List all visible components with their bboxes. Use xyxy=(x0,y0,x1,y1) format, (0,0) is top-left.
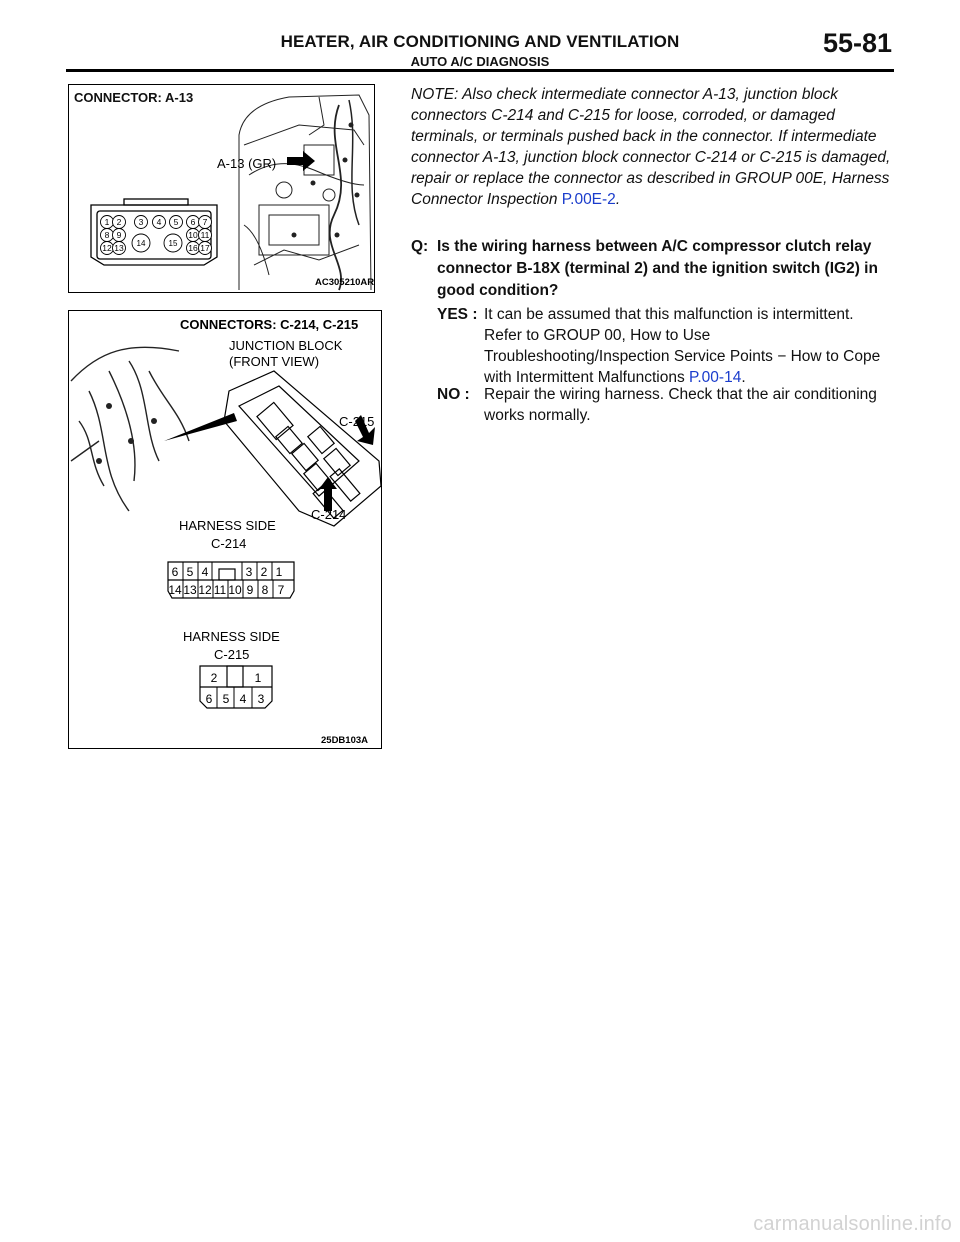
callout-c214: C-214 xyxy=(311,507,347,522)
header-rule xyxy=(66,69,894,72)
c214-pin-6: 6 xyxy=(171,565,179,579)
link-p00-14[interactable]: P.00-14 xyxy=(689,369,742,386)
junction-block-label-line2: (FRONT VIEW) xyxy=(229,354,320,369)
link-p00e-2[interactable]: P.00E-2 xyxy=(561,191,616,208)
harness-side-c215-line2: C-215 xyxy=(214,647,250,662)
callout-c215: C-215 xyxy=(339,414,375,429)
c214-pin-3: 3 xyxy=(245,565,253,579)
section-subtitle: AUTO A/C DIAGNOSIS xyxy=(410,54,550,69)
a13-pin-14: 14 xyxy=(136,239,146,248)
c215-pin-1: 1 xyxy=(254,671,262,685)
watermark: carmanualsonline.info xyxy=(753,1213,952,1235)
a13-pin-3: 3 xyxy=(138,217,144,227)
a13-pin-16: 16 xyxy=(188,243,198,253)
c215-pin-3: 3 xyxy=(257,692,265,706)
figure-c214-c215-code: 25DB103A xyxy=(321,735,368,746)
a13-pin-2: 2 xyxy=(116,217,122,227)
c215-pin-6: 6 xyxy=(205,692,213,706)
c214-pin-11: 11 xyxy=(213,583,227,597)
c214-pin-2: 2 xyxy=(260,565,268,579)
c214-pin-1: 1 xyxy=(275,565,283,579)
a13-pin-13: 13 xyxy=(114,243,124,253)
question-text: Is the wiring harness between A/C compressor clutch relay connector B-18X (terminal 2) and the ignition switch (IG2) in good condition? xyxy=(437,238,878,299)
c214-pin-9: 9 xyxy=(246,583,254,597)
a13-pin-17: 17 xyxy=(200,243,210,253)
a13-pin-9: 9 xyxy=(116,230,122,240)
c214-pin-10: 10 xyxy=(228,583,242,597)
note-paragraph xyxy=(411,84,895,210)
callout-a13: A-13 (GR) xyxy=(217,156,277,171)
yes-end: . xyxy=(741,369,746,386)
a13-pin-15: 15 xyxy=(168,239,178,248)
c214-pin-13: 13 xyxy=(183,583,197,597)
c214-pin-12: 12 xyxy=(198,583,212,597)
a13-pin-11: 11 xyxy=(200,230,210,240)
figure-connectors-c214-c215 xyxy=(68,310,382,749)
yes-key: YES : xyxy=(437,306,478,323)
yes-text-block xyxy=(484,304,894,388)
a13-pin-10: 10 xyxy=(188,230,198,240)
a13-pin-4: 4 xyxy=(156,217,162,227)
c214-pin-4: 4 xyxy=(201,565,209,579)
harness-side-c214-line1: HARNESS SIDE xyxy=(179,518,276,533)
c214-pin-5: 5 xyxy=(186,565,194,579)
section-title: HEATER, AIR CONDITIONING AND VENTILATION xyxy=(280,32,680,51)
harness-side-c214-line2: C-214 xyxy=(211,536,247,551)
a13-pin-12: 12 xyxy=(102,243,112,253)
engine-bay-drawing xyxy=(69,85,374,292)
figure-connector-a13 xyxy=(68,84,375,293)
note-end: . xyxy=(615,191,621,208)
no-key: NO : xyxy=(437,386,470,403)
junction-block-drawing xyxy=(69,311,381,748)
a13-pin-7: 7 xyxy=(202,217,208,227)
c215-pin-2: 2 xyxy=(210,671,218,685)
a13-pin-5: 5 xyxy=(173,217,179,227)
c214-pin-8: 8 xyxy=(261,583,269,597)
c215-pin-4: 4 xyxy=(239,692,247,706)
yes-text: It can be assumed that this malfunction is intermittent. Refer to GROUP 00, How to Use Troubleshooting/Inspection Service Points − How to Cope with Intermittent Malfunctions xyxy=(484,306,881,386)
harness-side-c215-line1: HARNESS SIDE xyxy=(183,629,280,644)
page-number: 55-81 xyxy=(822,28,892,58)
figure-c214-c215-label: CONNECTORS: C-214, C-215 xyxy=(180,317,359,332)
a13-pin-8: 8 xyxy=(104,230,110,240)
c215-pin-5: 5 xyxy=(222,692,230,706)
c214-pin-14: 14 xyxy=(168,583,182,597)
figure-a13-code: AC305210AR xyxy=(315,277,374,288)
question-key: Q: xyxy=(411,238,429,255)
junction-block-label-line1: JUNCTION BLOCK xyxy=(229,338,343,353)
figure-a13-label: CONNECTOR: A-13 xyxy=(74,90,194,105)
a13-pin-1: 1 xyxy=(104,217,110,227)
a13-pin-6: 6 xyxy=(190,217,196,227)
c214-pin-7: 7 xyxy=(277,583,285,597)
note-text: NOTE: Also check intermediate connector A-13, junction block connectors C-214 and C-215 for loose, corroded, or damaged terminals, or terminals pushed back in the connector. If intermediate connector A-13, junction block connector C-214 or C-215 is damaged, repair or replace the connector as described in GROUP 00E, Harness Connector Inspection xyxy=(411,86,891,208)
no-text: Repair the wiring harness. Check that the air conditioning works normally. xyxy=(484,386,877,424)
